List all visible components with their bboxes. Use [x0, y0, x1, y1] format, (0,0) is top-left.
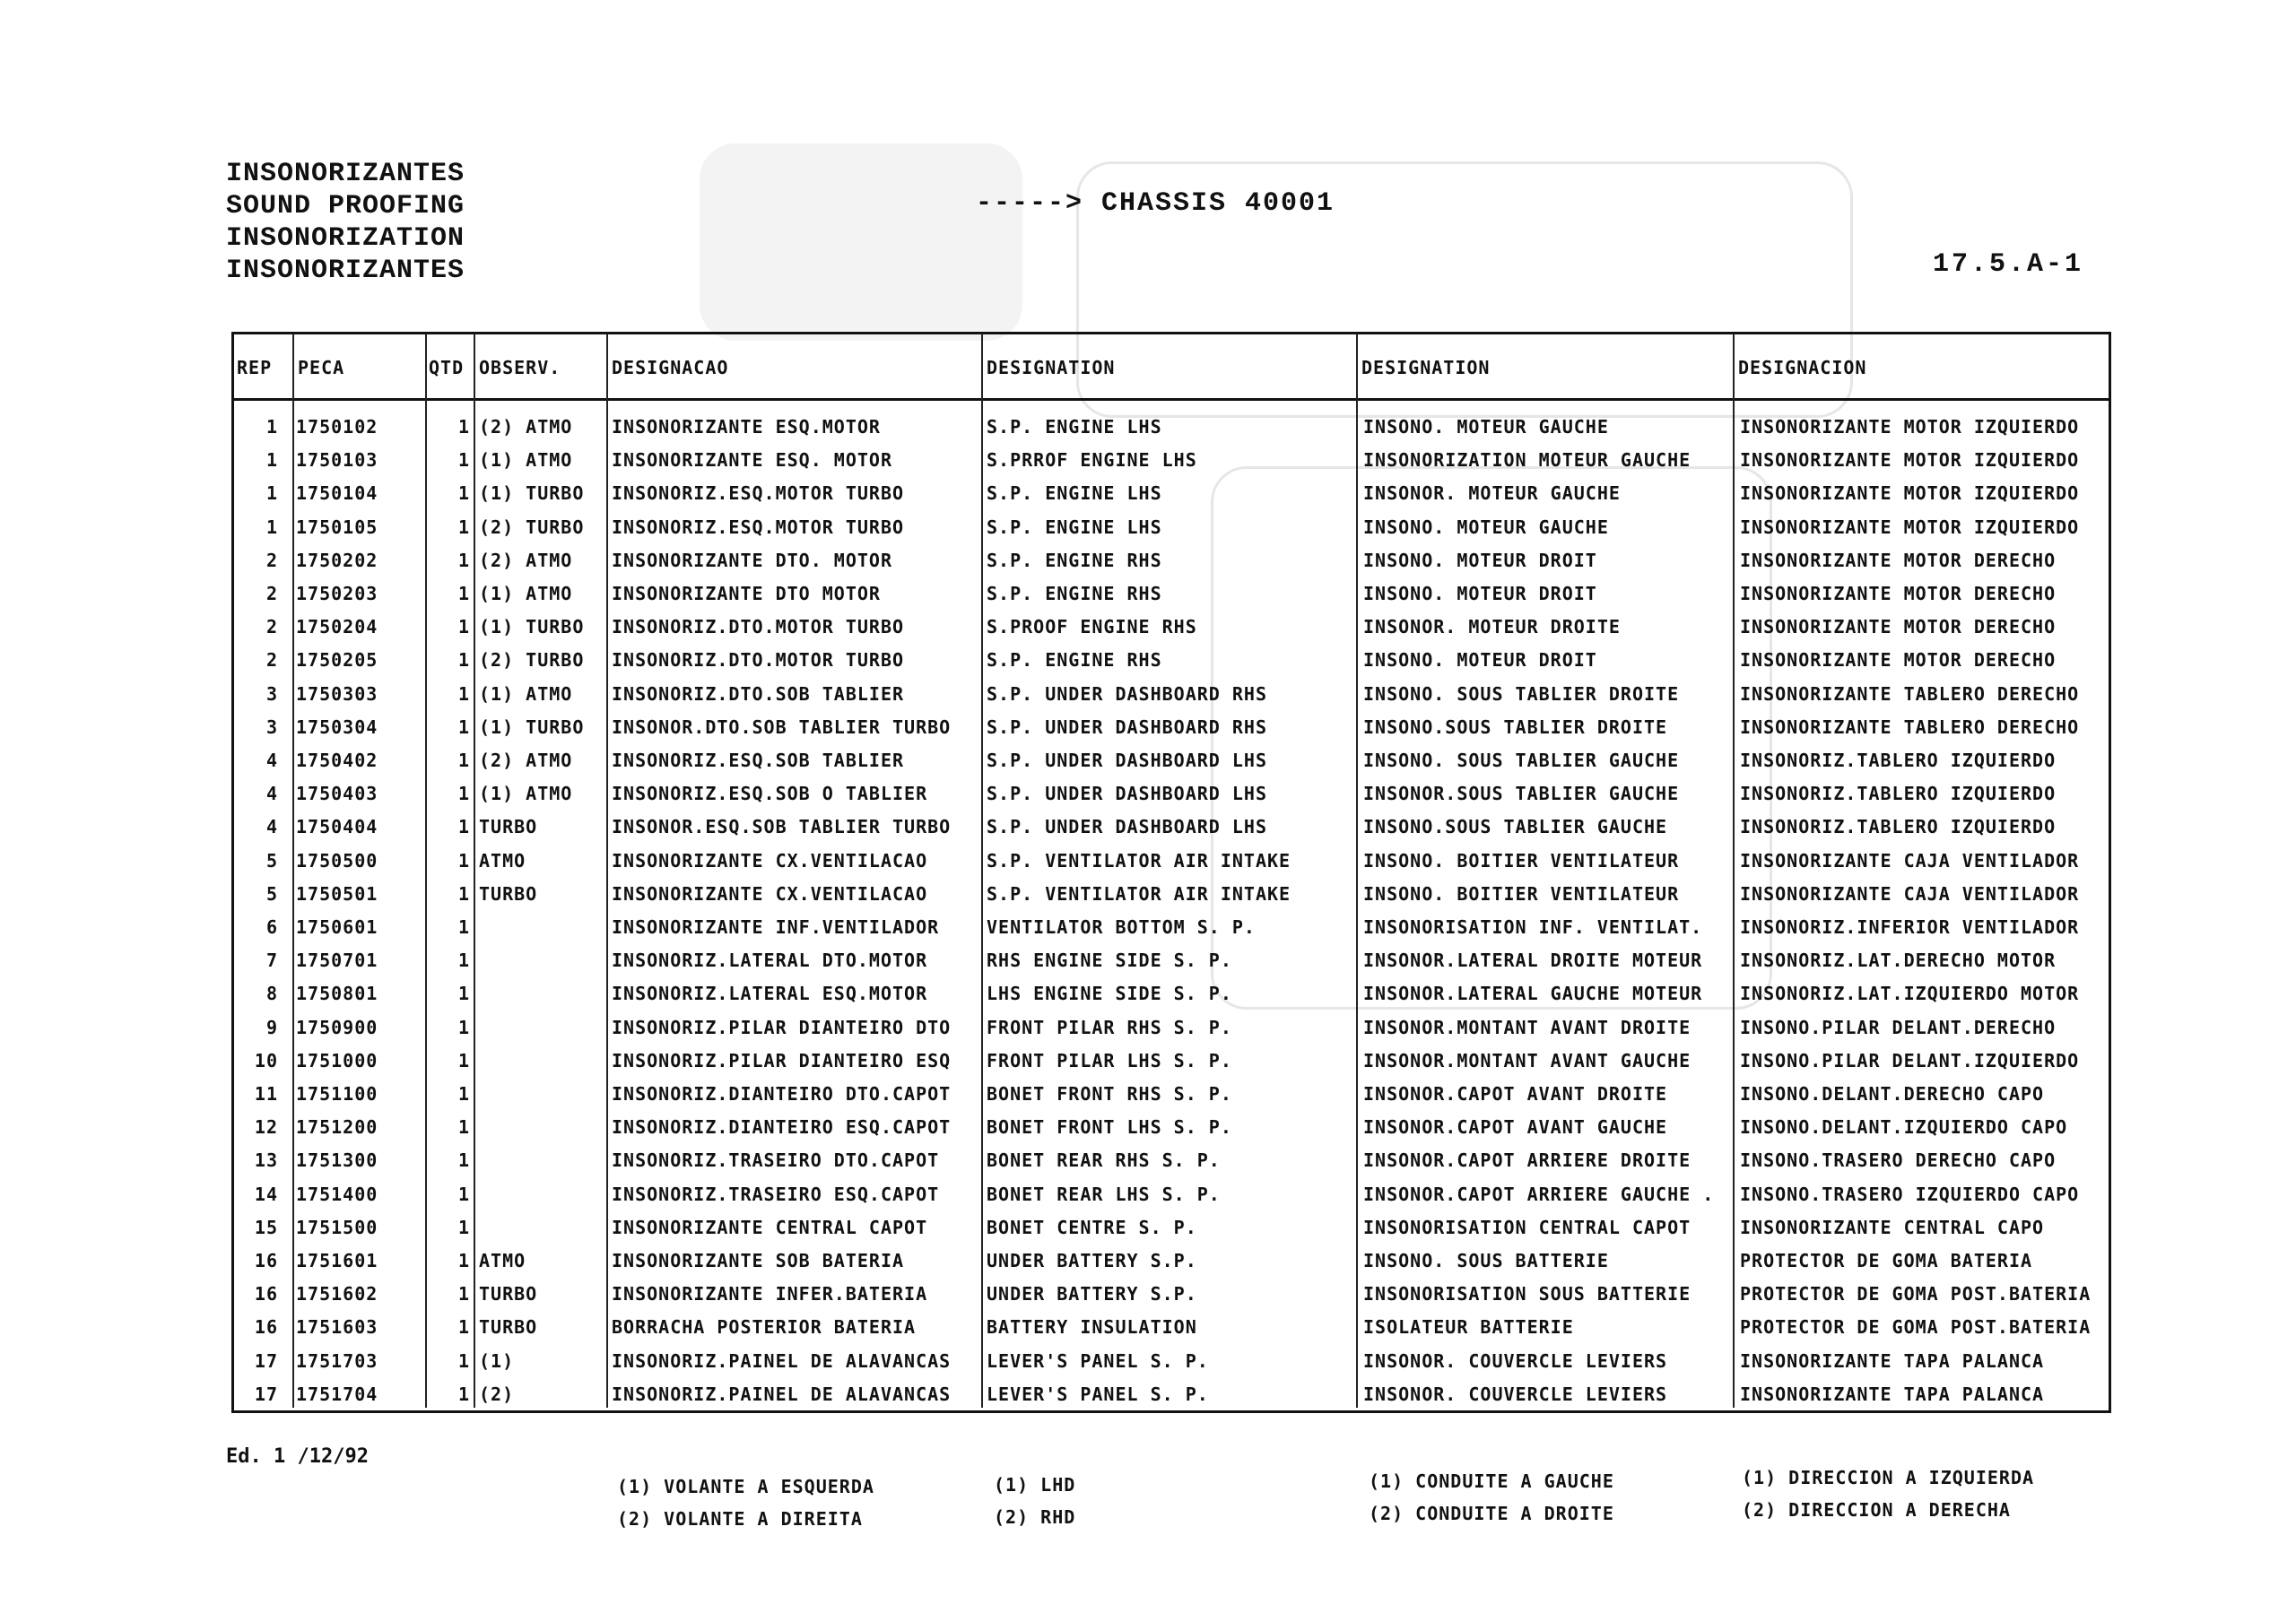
cell-rep: 13	[254, 1149, 278, 1172]
table-row	[231, 1045, 2106, 1078]
cell-designacao: INSONORIZ.PILAR DIANTEIRO ESQ	[612, 1049, 952, 1071]
cell-observ: (1) TURBO	[479, 716, 585, 738]
cell-designation-fr: INSONO. BOITIER VENTILATEUR	[1363, 849, 1680, 872]
cell-rep: 8	[265, 983, 278, 1005]
cell-designation-fr: INSONOR. COUVERCLE LEVIERS	[1363, 1349, 1668, 1372]
cell-designation-en: LEVER'S PANEL S. P.	[987, 1383, 1209, 1405]
cell-designation-fr: INSONO. MOTEUR GAUCHE	[1363, 516, 1609, 538]
cell-designation-fr: INSONOR. MOTEUR GAUCHE	[1363, 482, 1621, 505]
table-row	[231, 1111, 2106, 1144]
cell-rep: 17	[254, 1383, 278, 1405]
cell-qtd: 1	[457, 682, 470, 705]
cell-designacion: INSONORIZ.TABLERO IZQUIERDO	[1740, 750, 2057, 771]
cell-peca: 1750501	[296, 882, 378, 905]
cell-designation-en: UNDER BATTERY S.P.	[987, 1283, 1197, 1305]
table-row	[231, 1144, 2106, 1177]
cell-designation-en: FRONT PILAR LHS S. P.	[987, 1049, 1232, 1071]
cell-designation-en: BONET REAR RHS S. P.	[987, 1149, 1221, 1172]
cell-designacion: INSONORIZANTE TAPA PALANCA	[1740, 1383, 2045, 1405]
cell-peca: 1750402	[296, 750, 378, 771]
table-row	[231, 977, 2106, 1010]
cell-observ: (1) ATMO	[479, 449, 573, 472]
cell-designation-fr: INSONO. MOTEUR DROIT	[1363, 549, 1597, 571]
cell-designacao: INSONORIZ.PAINEL DE ALAVANCAS	[612, 1383, 952, 1405]
cell-designation-en: S.P. UNDER DASHBOARD RHS	[987, 716, 1267, 738]
cell-designacion: PROTECTOR DE GOMA POST.BATERIA	[1740, 1283, 2092, 1305]
cell-qtd: 1	[457, 750, 470, 771]
cell-designacion: INSONO.DELANT.DERECHO CAPO	[1740, 1083, 2045, 1105]
cell-designation-fr: INSONOR.CAPOT ARRIERE GAUCHE .	[1363, 1183, 1715, 1205]
cell-designation-en: S.P. UNDER DASHBOARD LHS	[987, 816, 1267, 838]
table-row	[231, 1211, 2106, 1245]
footnote-es-1: (1) DIRECCION A IZQUIERDA	[1742, 1467, 2035, 1488]
cell-designacao: INSONORIZANTE ESQ. MOTOR	[612, 449, 892, 472]
table-row	[231, 944, 2106, 977]
cell-rep: 5	[265, 882, 278, 905]
cell-designacion: INSONO.PILAR DELANT.DERECHO	[1740, 1016, 2057, 1038]
cell-designacao: INSONORIZ.DIANTEIRO ESQ.CAPOT	[612, 1116, 952, 1139]
cell-designation-en: S.P. ENGINE LHS	[987, 416, 1162, 438]
cell-designation-en: S.P. VENTILATOR AIR INTAKE	[987, 849, 1292, 872]
cell-peca: 1750303	[296, 682, 378, 705]
cell-rep: 16	[254, 1316, 278, 1339]
cell-rep: 1	[265, 449, 278, 472]
footnote-en-2: (2) RHD	[994, 1506, 1076, 1528]
cell-qtd: 1	[457, 1250, 470, 1271]
table-row	[231, 678, 2106, 711]
cell-peca: 1750900	[296, 1016, 378, 1038]
cell-qtd: 1	[457, 1349, 470, 1372]
cell-peca: 1750304	[296, 716, 378, 738]
cell-designation-en: BONET REAR LHS S. P.	[987, 1183, 1221, 1205]
table-row	[231, 611, 2106, 644]
cell-peca: 1750104	[296, 482, 378, 505]
header-rep: REP	[237, 357, 273, 378]
cell-designation-fr: INSONO. MOTEUR DROIT	[1363, 649, 1597, 672]
chassis-label: -----> CHASSIS 40001	[976, 188, 1335, 219]
table-row	[231, 1178, 2106, 1211]
cell-observ: (2) ATMO	[479, 549, 573, 571]
header-peca: PECA	[298, 357, 345, 378]
cell-designacion: INSONORIZANTE CAJA VENTILADOR	[1740, 882, 2080, 905]
cell-qtd: 1	[457, 1283, 470, 1305]
cell-rep: 1	[265, 516, 278, 538]
cell-designation-fr: INSONORIZATION MOTEUR GAUCHE	[1363, 449, 1692, 472]
cell-peca: 1751704	[296, 1383, 378, 1405]
table-row	[231, 744, 2106, 777]
cell-designation-fr: INSONORISATION CENTRAL CAPOT	[1363, 1216, 1692, 1238]
cell-peca: 1750500	[296, 849, 378, 872]
cell-designation-fr: INSONO. SOUS TABLIER GAUCHE	[1363, 750, 1680, 771]
cell-designation-en: S.P. ENGINE RHS	[987, 649, 1162, 672]
cell-designacao: INSONORIZ.DTO.SOB TABLIER	[612, 682, 905, 705]
cell-designacao: INSONORIZANTE INF.VENTILADOR	[612, 916, 940, 938]
cell-designation-en: BONET CENTRE S. P.	[987, 1216, 1197, 1238]
cell-designacion: PROTECTOR DE GOMA BATERIA	[1740, 1250, 2033, 1271]
cell-designation-fr: INSONOR.CAPOT ARRIERE DROITE	[1363, 1149, 1692, 1172]
cell-designation-en: UNDER BATTERY S.P.	[987, 1250, 1197, 1271]
footnote-pt-1: (1) VOLANTE A ESQUERDA	[617, 1476, 874, 1497]
cell-rep: 17	[254, 1349, 278, 1372]
table-row	[231, 577, 2106, 611]
cell-designation-en: S.P. ENGINE LHS	[987, 482, 1162, 505]
cell-designacion: INSONORIZANTE CAJA VENTILADOR	[1740, 849, 2080, 872]
cell-designacion: INSONORIZANTE MOTOR IZQUIERDO	[1740, 482, 2080, 505]
title-line-en: SOUND PROOFING	[226, 191, 465, 221]
table-row	[231, 1278, 2106, 1311]
table-row	[231, 511, 2106, 544]
table-row	[231, 811, 2106, 844]
cell-designacao: INSONORIZANTE CX.VENTILACAO	[612, 849, 928, 872]
cell-designation-fr: INSONORISATION INF. VENTILAT.	[1363, 916, 1703, 938]
cell-designacion: INSONORIZANTE MOTOR DERECHO	[1740, 616, 2057, 638]
footnote-pt-2: (2) VOLANTE A DIREITA	[617, 1508, 863, 1530]
table-row	[231, 911, 2106, 944]
cell-designacion: INSONORIZANTE MOTOR IZQUIERDO	[1740, 516, 2080, 538]
cell-rep: 4	[265, 816, 278, 838]
cell-designacion: INSONORIZ.INFERIOR VENTILADOR	[1740, 916, 2080, 938]
cell-designacion: INSONO.TRASERO DERECHO CAPO	[1740, 1149, 2057, 1172]
cell-designacion: INSONORIZ.TABLERO IZQUIERDO	[1740, 816, 2057, 838]
cell-designacao: INSONORIZ.PILAR DIANTEIRO DTO	[612, 1016, 952, 1038]
cell-designation-en: S.P. ENGINE RHS	[987, 583, 1162, 604]
cell-peca: 1750102	[296, 416, 378, 438]
cell-designacion: PROTECTOR DE GOMA POST.BATERIA	[1740, 1316, 2092, 1339]
cell-designation-en: LHS ENGINE SIDE S. P.	[987, 983, 1232, 1005]
cell-qtd: 1	[457, 882, 470, 905]
cell-designation-fr: INSONOR.SOUS TABLIER GAUCHE	[1363, 783, 1680, 805]
cell-designacao: INSONORIZ.LATERAL DTO.MOTOR	[612, 950, 928, 972]
cell-designacao: INSONORIZANTE DTO. MOTOR	[612, 549, 892, 571]
cell-designation-en: S.P. ENGINE RHS	[987, 549, 1162, 571]
cell-rep: 5	[265, 849, 278, 872]
table-row	[231, 777, 2106, 811]
cell-designation-fr: ISOLATEUR BATTERIE	[1363, 1316, 1574, 1339]
cell-designation-en: S.PRROF ENGINE LHS	[987, 449, 1197, 472]
cell-rep: 16	[254, 1250, 278, 1271]
cell-designation-en: BONET FRONT RHS S. P.	[987, 1083, 1232, 1105]
cell-observ: (2) ATMO	[479, 416, 573, 438]
cell-peca: 1750403	[296, 783, 378, 805]
cell-rep: 3	[265, 716, 278, 738]
cell-designation-fr: INSONOR.CAPOT AVANT DROITE	[1363, 1083, 1668, 1105]
cell-peca: 1751601	[296, 1250, 378, 1271]
background-diagram-ghost	[700, 143, 1022, 341]
cell-designacao: INSONORIZ.DTO.MOTOR TURBO	[612, 649, 905, 672]
cell-rep: 15	[254, 1216, 278, 1238]
cell-rep: 10	[254, 1049, 278, 1071]
cell-observ: TURBO	[479, 882, 538, 905]
cell-rep: 4	[265, 783, 278, 805]
cell-designacao: INSONORIZANTE INFER.BATERIA	[612, 1283, 928, 1305]
cell-peca: 1750202	[296, 549, 378, 571]
cell-peca: 1750105	[296, 516, 378, 538]
cell-designacion: INSONO.TRASERO IZQUIERDO CAPO	[1740, 1183, 2080, 1205]
cell-designation-en: FRONT PILAR RHS S. P.	[987, 1016, 1232, 1038]
cell-designacao: INSONORIZANTE CX.VENTILACAO	[612, 882, 928, 905]
cell-designacion: INSONORIZANTE TABLERO DERECHO	[1740, 716, 2080, 738]
cell-designation-fr: INSONOR.LATERAL GAUCHE MOTEUR	[1363, 983, 1703, 1005]
cell-designacao: INSONORIZ.LATERAL ESQ.MOTOR	[612, 983, 928, 1005]
cell-observ: (1)	[479, 1349, 515, 1372]
cell-observ: (2) TURBO	[479, 649, 585, 672]
cell-designacao: INSONOR.ESQ.SOB TABLIER TURBO	[612, 816, 952, 838]
cell-designacao: INSONORIZANTE DTO MOTOR	[612, 583, 881, 604]
cell-qtd: 1	[457, 549, 470, 571]
cell-peca: 1751703	[296, 1349, 378, 1372]
cell-observ: (1) ATMO	[479, 783, 573, 805]
cell-designacao: INSONORIZ.TRASEIRO DTO.CAPOT	[612, 1149, 940, 1172]
cell-observ: (1) ATMO	[479, 583, 573, 604]
cell-observ: ATMO	[479, 1250, 526, 1271]
header-designation-en: DESIGNATION	[987, 357, 1116, 378]
cell-designacion: INSONORIZ.TABLERO IZQUIERDO	[1740, 783, 2057, 805]
cell-designation-fr: INSONO. BOITIER VENTILATEUR	[1363, 882, 1680, 905]
title-line-es: INSONORIZANTES	[226, 256, 465, 286]
cell-observ: (2) TURBO	[479, 516, 585, 538]
cell-qtd: 1	[457, 449, 470, 472]
cell-qtd: 1	[457, 983, 470, 1005]
cell-qtd: 1	[457, 1049, 470, 1071]
cell-qtd: 1	[457, 816, 470, 838]
cell-qtd: 1	[457, 950, 470, 972]
cell-designation-en: BATTERY INSULATION	[987, 1316, 1197, 1339]
cell-designacao: INSONORIZ.TRASEIRO ESQ.CAPOT	[612, 1183, 940, 1205]
cell-designacao: INSONORIZ.ESQ.MOTOR TURBO	[612, 482, 905, 505]
cell-qtd: 1	[457, 1316, 470, 1339]
cell-peca: 1750701	[296, 950, 378, 972]
cell-designation-en: BONET FRONT LHS S. P.	[987, 1116, 1232, 1139]
cell-rep: 1	[265, 416, 278, 438]
cell-peca: 1751000	[296, 1049, 378, 1071]
footnote-fr-2: (2) CONDUITE A DROITE	[1369, 1503, 1614, 1524]
document-title	[226, 158, 465, 287]
cell-designacao: INSONOR.DTO.SOB TABLIER TURBO	[612, 716, 952, 738]
cell-rep: 12	[254, 1116, 278, 1139]
cell-designacion: INSONORIZ.LAT.IZQUIERDO MOTOR	[1740, 983, 2080, 1005]
cell-designation-en: LEVER'S PANEL S. P.	[987, 1349, 1209, 1372]
cell-qtd: 1	[457, 916, 470, 938]
cell-designacao: INSONORIZ.ESQ.SOB O TABLIER	[612, 783, 928, 805]
cell-designacao: INSONORIZ.ESQ.MOTOR TURBO	[612, 516, 905, 538]
cell-designacao: INSONORIZ.DTO.MOTOR TURBO	[612, 616, 905, 638]
cell-designacion: INSONORIZANTE TAPA PALANCA	[1740, 1349, 2045, 1372]
cell-designation-fr: INSONO. MOTEUR GAUCHE	[1363, 416, 1609, 438]
header-qtd: QTD	[429, 357, 465, 378]
cell-designation-fr: INSONO. MOTEUR DROIT	[1363, 583, 1597, 604]
cell-rep: 4	[265, 750, 278, 771]
cell-designation-en: S.PROOF ENGINE RHS	[987, 616, 1197, 638]
cell-observ: ATMO	[479, 849, 526, 872]
cell-observ: (1) ATMO	[479, 682, 573, 705]
cell-designation-en: S.P. UNDER DASHBOARD RHS	[987, 682, 1267, 705]
footnote-fr-1: (1) CONDUITE A GAUCHE	[1369, 1470, 1614, 1492]
cell-designacion: INSONORIZANTE MOTOR DERECHO	[1740, 549, 2057, 571]
table-row	[231, 878, 2106, 911]
cell-observ: (2) ATMO	[479, 750, 573, 771]
cell-designacion: INSONORIZANTE MOTOR DERECHO	[1740, 649, 2057, 672]
cell-designation-fr: INSONORISATION SOUS BATTERIE	[1363, 1283, 1692, 1305]
table-row	[231, 411, 2106, 444]
cell-qtd: 1	[457, 716, 470, 738]
cell-designacion: INSONO.PILAR DELANT.IZQUIERDO	[1740, 1049, 2080, 1071]
cell-observ: (1) TURBO	[479, 482, 585, 505]
cell-designation-fr: INSONOR.CAPOT AVANT GAUCHE	[1363, 1116, 1668, 1139]
table-row	[231, 1078, 2106, 1111]
cell-qtd: 1	[457, 1116, 470, 1139]
cell-qtd: 1	[457, 583, 470, 604]
cell-observ: TURBO	[479, 1316, 538, 1339]
table-row	[231, 644, 2106, 677]
cell-qtd: 1	[457, 1383, 470, 1405]
table-row	[231, 444, 2106, 477]
table-row	[231, 711, 2106, 744]
cell-designation-en: S.P. UNDER DASHBOARD LHS	[987, 750, 1267, 771]
cell-peca: 1751200	[296, 1116, 378, 1139]
edition-date: Ed. 1 /12/92	[226, 1445, 369, 1468]
cell-designation-fr: INSONOR. COUVERCLE LEVIERS	[1363, 1383, 1668, 1405]
table-row	[231, 1345, 2106, 1378]
cell-qtd: 1	[457, 849, 470, 872]
title-line-pt: INSONORIZANTES	[226, 159, 465, 189]
cell-peca: 1750801	[296, 983, 378, 1005]
cell-rep: 11	[254, 1083, 278, 1105]
cell-qtd: 1	[457, 783, 470, 805]
cell-qtd: 1	[457, 516, 470, 538]
cell-designacao: INSONORIZ.PAINEL DE ALAVANCAS	[612, 1349, 952, 1372]
cell-qtd: 1	[457, 649, 470, 672]
cell-designacion: INSONORIZANTE MOTOR IZQUIERDO	[1740, 416, 2080, 438]
cell-rep: 2	[265, 649, 278, 672]
header-designacion: DESIGNACION	[1738, 357, 1867, 378]
table-row	[231, 1311, 2106, 1344]
cell-qtd: 1	[457, 416, 470, 438]
table-row	[231, 845, 2106, 878]
cell-rep: 9	[265, 1016, 278, 1038]
header-designacao: DESIGNACAO	[612, 357, 729, 378]
cell-rep: 2	[265, 549, 278, 571]
cell-designacao: BORRACHA POSTERIOR BATERIA	[612, 1316, 917, 1339]
cell-rep: 16	[254, 1283, 278, 1305]
cell-designation-fr: INSONO.SOUS TABLIER DROITE	[1363, 716, 1668, 738]
footnote-es-2: (2) DIRECCION A DERECHA	[1742, 1499, 2011, 1521]
cell-observ: TURBO	[479, 1283, 538, 1305]
cell-qtd: 1	[457, 1016, 470, 1038]
cell-observ: (2)	[479, 1383, 515, 1405]
cell-peca: 1751500	[296, 1216, 378, 1238]
cell-designacao: INSONORIZANTE CENTRAL CAPOT	[612, 1216, 928, 1238]
cell-designation-en: S.P. UNDER DASHBOARD LHS	[987, 783, 1267, 805]
cell-designacion: INSONORIZANTE MOTOR IZQUIERDO	[1740, 449, 2080, 472]
cell-designation-en: RHS ENGINE SIDE S. P.	[987, 950, 1232, 972]
cell-designation-fr: INSONOR.MONTANT AVANT DROITE	[1363, 1016, 1692, 1038]
cell-designacion: INSONORIZANTE TABLERO DERECHO	[1740, 682, 2080, 705]
cell-designacao: INSONORIZ.ESQ.SOB TABLIER	[612, 750, 905, 771]
cell-designation-en: S.P. VENTILATOR AIR INTAKE	[987, 882, 1292, 905]
table-row	[231, 1011, 2106, 1045]
footnote-en-1: (1) LHD	[994, 1474, 1076, 1496]
cell-rep: 2	[265, 583, 278, 604]
cell-peca: 1751603	[296, 1316, 378, 1339]
cell-qtd: 1	[457, 1183, 470, 1205]
cell-designacion: INSONO.DELANT.IZQUIERDO CAPO	[1740, 1116, 2068, 1139]
cell-rep: 14	[254, 1183, 278, 1205]
cell-peca: 1751100	[296, 1083, 378, 1105]
header-designation-fr: DESIGNATION	[1361, 357, 1491, 378]
table-row	[231, 544, 2106, 577]
cell-rep: 6	[265, 916, 278, 938]
cell-designacao: INSONORIZ.DIANTEIRO DTO.CAPOT	[612, 1083, 952, 1105]
cell-rep: 1	[265, 482, 278, 505]
cell-designacion: INSONORIZ.LAT.DERECHO MOTOR	[1740, 950, 2057, 972]
cell-qtd: 1	[457, 1216, 470, 1238]
cell-peca: 1751300	[296, 1149, 378, 1172]
table-row	[231, 1245, 2106, 1278]
cell-rep: 3	[265, 682, 278, 705]
cell-qtd: 1	[457, 1083, 470, 1105]
cell-peca: 1751400	[296, 1183, 378, 1205]
cell-qtd: 1	[457, 1149, 470, 1172]
cell-peca: 1750204	[296, 616, 378, 638]
cell-designation-fr: INSONO. SOUS TABLIER DROITE	[1363, 682, 1680, 705]
header-observ: OBSERV.	[479, 357, 561, 378]
cell-designation-fr: INSONOR.LATERAL DROITE MOTEUR	[1363, 950, 1703, 972]
cell-peca: 1750205	[296, 649, 378, 672]
cell-peca: 1750601	[296, 916, 378, 938]
table-row	[231, 477, 2106, 510]
cell-designacao: INSONORIZANTE SOB BATERIA	[612, 1250, 905, 1271]
cell-peca: 1750404	[296, 816, 378, 838]
cell-qtd: 1	[457, 616, 470, 638]
cell-designation-en: VENTILATOR BOTTOM S. P.	[987, 916, 1256, 938]
cell-peca: 1751602	[296, 1283, 378, 1305]
cell-designation-fr: INSONO.SOUS TABLIER GAUCHE	[1363, 816, 1668, 838]
cell-designacion: INSONORIZANTE CENTRAL CAPO	[1740, 1216, 2045, 1238]
cell-rep: 2	[265, 616, 278, 638]
cell-designacao: INSONORIZANTE ESQ.MOTOR	[612, 416, 881, 438]
cell-designation-fr: INSONOR. MOTEUR DROITE	[1363, 616, 1621, 638]
cell-peca: 1750103	[296, 449, 378, 472]
cell-designation-fr: INSONOR.MONTANT AVANT GAUCHE	[1363, 1049, 1692, 1071]
header-rule	[231, 398, 2109, 401]
title-line-fr: INSONORIZATION	[226, 223, 465, 254]
page-code: 17.5.A-1	[1933, 249, 2084, 280]
cell-peca: 1750203	[296, 583, 378, 604]
cell-observ: TURBO	[479, 816, 538, 838]
cell-qtd: 1	[457, 482, 470, 505]
cell-observ: (1) TURBO	[479, 616, 585, 638]
cell-designacion: INSONORIZANTE MOTOR DERECHO	[1740, 583, 2057, 604]
cell-designation-en: S.P. ENGINE LHS	[987, 516, 1162, 538]
table-row	[231, 1378, 2106, 1411]
cell-rep: 7	[265, 950, 278, 972]
cell-designation-fr: INSONO. SOUS BATTERIE	[1363, 1250, 1609, 1271]
